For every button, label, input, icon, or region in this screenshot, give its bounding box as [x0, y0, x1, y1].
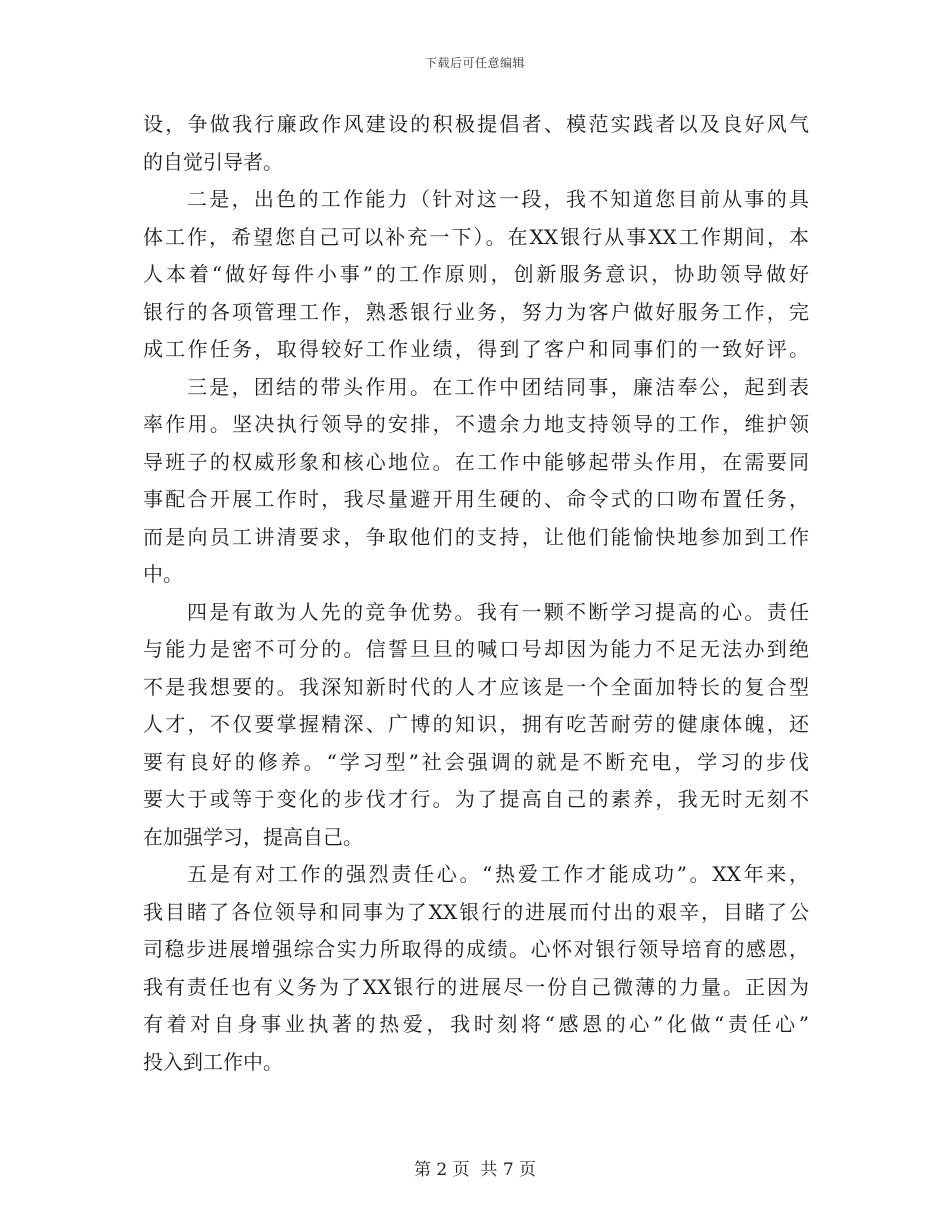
page-header: 下载后可任意编辑 [424, 56, 525, 70]
text-line: 司稳步进展增强综合实力所取得的成绩。心怀对银行领导培育的感恩， [143, 937, 809, 961]
text-line: 而是向员工讲清要求，争取他们的支持，让他们能愉快地参加到工作 [143, 524, 809, 549]
text-line: 不是我想要的。我深知新时代的人才应该是一个全面加特长的复合型 [143, 674, 809, 699]
document-body [143, 106, 809, 1081]
text-line: 我有责任也有义务为了XX银行的进展尽一份自己微薄的力量。正因为 [143, 974, 809, 999]
page-footer [0, 1155, 950, 1180]
text-line: 体工作，希望您自己可以补充一下）。在XX银行从事XX工作期间，本 [143, 224, 809, 249]
text-line: 导班子的权威形象和核心地位。在工作中能够起带头作用，在需要同 [143, 449, 809, 474]
text-line: 成工作任务，取得较好工作业绩，得到了客户和同事们的一致好评。 [143, 337, 809, 361]
paragraph [143, 181, 809, 369]
text-line: 在加强学习，提高自己。 [143, 824, 363, 849]
text-line: 人才，不仅要掌握精深、广博的知识，拥有吃苦耐劳的健康体魄，还 [143, 712, 809, 736]
text-line: 的自觉引导者。 [143, 149, 283, 174]
current-page-number: 2 [436, 1160, 448, 1180]
text-line: 四是有敢为人先的竞争优势。我有一颗不断学习提高的心。责任 [187, 599, 809, 624]
text-line: 率作用。坚决执行领导的安排，不遗余力地支持领导的工作，维护领 [143, 412, 809, 436]
footer-mid: 页 共 [452, 1160, 498, 1180]
text-line: 三是，团结的带头作用。在工作中团结同事，廉洁奉公，起到表 [187, 374, 809, 399]
text-line: 与能力是密不可分的。信誓旦旦的喊口号却因为能力不足无法办到绝 [143, 637, 809, 661]
text-line: 人本着“做好每件小事”的工作原则，创新服务意识，协助领导做好 [143, 262, 809, 286]
footer-suffix: 页 [519, 1160, 537, 1180]
text-line: 银行的各项管理工作，熟悉银行业务，努力为客户做好服务工作，完 [143, 299, 809, 324]
text-line: 事配合开展工作时，我尽量避开用生硬的、命令式的口吻布置任务， [143, 487, 809, 511]
text-line: 我目睹了各位领导和同事为了XX银行的进展而付出的艰辛，目睹了公 [143, 899, 809, 924]
text-line: 设，争做我行廉政作风建设的积极提倡者、模范实践者以及良好风气 [143, 112, 809, 136]
paragraph [143, 369, 809, 594]
paragraph [143, 594, 809, 857]
total-pages-number: 7 [502, 1160, 514, 1180]
text-line: 投入到工作中。 [143, 1049, 283, 1074]
text-line: 五是有对工作的强烈责任心。“热爱工作才能成功”。XX年来， [187, 862, 809, 886]
text-line: 要有良好的修养。“学习型”社会强调的就是不断充电，学习的步伐 [143, 749, 809, 774]
footer-prefix: 第 [413, 1160, 431, 1180]
text-line: 二是，出色的工作能力（针对这一段，我不知道您目前从事的具 [187, 187, 809, 211]
paragraph [143, 106, 809, 181]
text-line: 中。 [143, 562, 183, 586]
text-line: 要大于或等于变化的步伐才行。为了提高自己的素养，我无时无刻不 [143, 787, 809, 811]
paragraph [143, 856, 809, 1081]
text-line: 有着对自身事业执著的热爱，我时刻将“感恩的心”化做“责任心” [143, 1012, 809, 1036]
